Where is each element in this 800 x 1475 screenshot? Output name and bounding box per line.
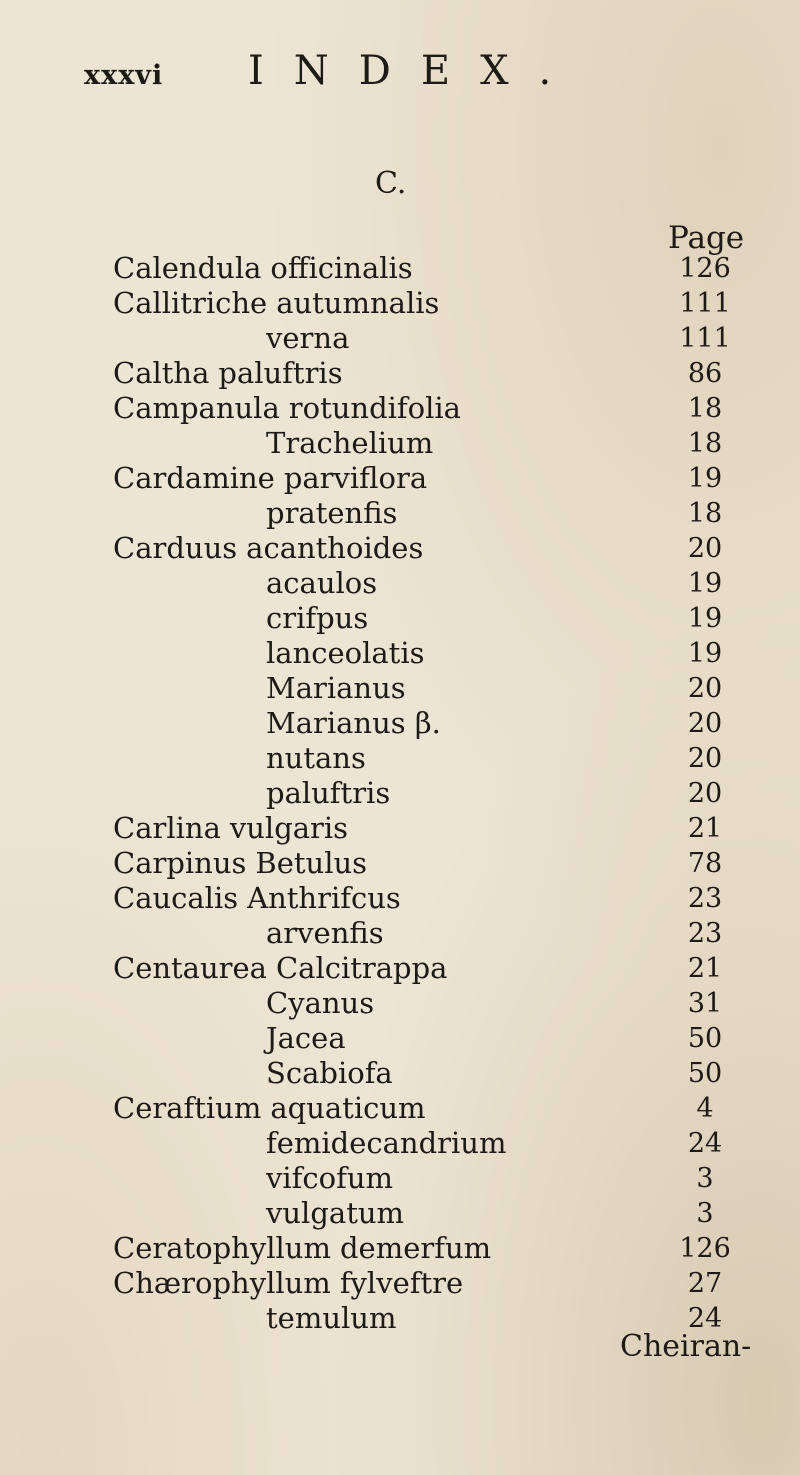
index-entry	[0, 671, 800, 706]
entry-page-number: 19	[687, 568, 723, 599]
entry-page-number: 18	[687, 393, 723, 424]
entry-species: Marianus	[266, 671, 406, 705]
entry-page-number: 3	[696, 1198, 714, 1229]
entry-species: aquaticum	[270, 1091, 426, 1125]
index-entry	[0, 741, 800, 776]
index-entry	[0, 1056, 800, 1091]
index-entry	[0, 601, 800, 636]
entry-page-number: 86	[687, 358, 723, 389]
entry-species: Betulus	[255, 846, 368, 880]
index-entry	[0, 706, 800, 741]
entry-species: femidecandrium	[266, 1126, 507, 1160]
entry-page-number: 21	[687, 953, 723, 984]
entry-genus: Calendula	[113, 251, 262, 285]
entry-page-number: 126	[679, 253, 731, 284]
entry-species: vifcofum	[266, 1161, 394, 1195]
entry-species: verna	[266, 321, 350, 355]
page-title: INDEX.	[248, 48, 582, 94]
entry-genus: Centaurea	[113, 951, 267, 985]
index-entry	[0, 286, 800, 321]
entry-species: paluftris	[218, 356, 343, 390]
entry-page-number: 19	[687, 603, 723, 634]
entry-species: Scabiofa	[266, 1056, 393, 1090]
entry-page-number: 19	[687, 638, 723, 669]
entry-page-number: 126	[679, 1233, 731, 1264]
entry-species: crifpus	[266, 601, 369, 635]
index-entry	[0, 1196, 800, 1231]
index-entry	[0, 986, 800, 1021]
index-entry	[0, 811, 800, 846]
entry-page-number: 78	[687, 848, 723, 879]
entry-species: acanthoides	[246, 531, 424, 565]
entry-page-number: 19	[687, 463, 723, 494]
entry-species: arvenfis	[266, 916, 384, 950]
entry-species: officinalis	[270, 251, 413, 285]
index-entry	[0, 916, 800, 951]
entry-species: vulgaris	[229, 811, 349, 845]
index-entry	[0, 636, 800, 671]
index-entry	[0, 1161, 800, 1196]
entry-species: parviflora	[283, 461, 428, 495]
entry-species: Jacea	[266, 1021, 346, 1055]
entry-species: nutans	[266, 741, 366, 775]
index-entry	[0, 1231, 800, 1266]
entry-genus: Cardamine	[113, 461, 275, 495]
index-entry	[0, 1266, 800, 1301]
entry-species: Cyanus	[266, 986, 375, 1020]
index-entry	[0, 496, 800, 531]
index-entry	[0, 426, 800, 461]
entry-page-number: 20	[687, 673, 723, 704]
entry-page-number: 18	[687, 498, 723, 529]
index-entry	[0, 846, 800, 881]
entry-species: acaulos	[266, 566, 378, 600]
entry-species: Marianus β.	[266, 706, 441, 740]
entry-page-number: 27	[687, 1268, 723, 1299]
entry-page-number: 23	[687, 918, 723, 949]
entry-page-number: 4	[696, 1093, 714, 1124]
entry-page-number: 31	[687, 988, 723, 1019]
index-entries	[0, 251, 800, 1336]
section-letter: C.	[375, 166, 407, 201]
entry-page-number: 3	[696, 1163, 714, 1194]
entry-genus: Caltha	[113, 356, 210, 390]
entry-page-number: 20	[687, 708, 723, 739]
entry-species: autumnalis	[276, 286, 440, 320]
index-entry	[0, 951, 800, 986]
entry-page-number: 111	[679, 288, 731, 319]
index-entry	[0, 1126, 800, 1161]
index-entry	[0, 1091, 800, 1126]
entry-page-number: 50	[687, 1023, 723, 1054]
index-entry	[0, 881, 800, 916]
entry-page-number: 50	[687, 1058, 723, 1089]
index-entry	[0, 776, 800, 811]
index-entry	[0, 1021, 800, 1056]
catchword: Cheiran-	[620, 1329, 752, 1364]
index-entry	[0, 391, 800, 426]
entry-species: lanceolatis	[266, 636, 425, 670]
folio-number: xxxvi	[84, 60, 164, 91]
entry-genus: Campanula	[113, 391, 280, 425]
index-entry	[0, 531, 800, 566]
entry-species: vulgatum	[266, 1196, 405, 1230]
entry-species: Trachelium	[266, 426, 434, 460]
index-entry	[0, 461, 800, 496]
entry-page-number: 23	[687, 883, 723, 914]
entry-genus: Carlina	[113, 811, 221, 845]
entry-genus: Callitriche	[113, 286, 268, 320]
entry-page-number: 20	[687, 743, 723, 774]
entry-page-number: 24	[687, 1128, 723, 1159]
entry-genus: Chærophyllum	[113, 1266, 331, 1300]
index-entry	[0, 321, 800, 356]
page-column-label: Page	[668, 220, 745, 256]
entry-species: temulum	[266, 1301, 397, 1335]
entry-page-number: 111	[679, 323, 731, 354]
entry-species: demerfum	[339, 1231, 492, 1265]
entry-species: rotundifolia	[288, 391, 461, 425]
entry-species: paluftris	[266, 776, 391, 810]
index-entry	[0, 356, 800, 391]
entry-genus: Ceratophyllum	[113, 1231, 331, 1265]
entry-page-number: 20	[687, 778, 723, 809]
entry-species: pratenfis	[266, 496, 398, 530]
entry-genus: Ceraftium	[113, 1091, 262, 1125]
entry-species: fylveftre	[339, 1266, 464, 1300]
entry-page-number: 21	[687, 813, 723, 844]
entry-species: Calcitrappa	[275, 951, 448, 985]
entry-genus: Caucalis	[113, 881, 239, 915]
entry-genus: Carduus	[113, 531, 238, 565]
entry-page-number: 18	[687, 428, 723, 459]
index-entry	[0, 566, 800, 601]
entry-genus: Carpinus	[113, 846, 247, 880]
index-entry	[0, 251, 800, 286]
entry-species: Anthrifcus	[247, 881, 401, 915]
entry-page-number: 20	[687, 533, 723, 564]
entry-page-number: 24	[687, 1303, 723, 1334]
